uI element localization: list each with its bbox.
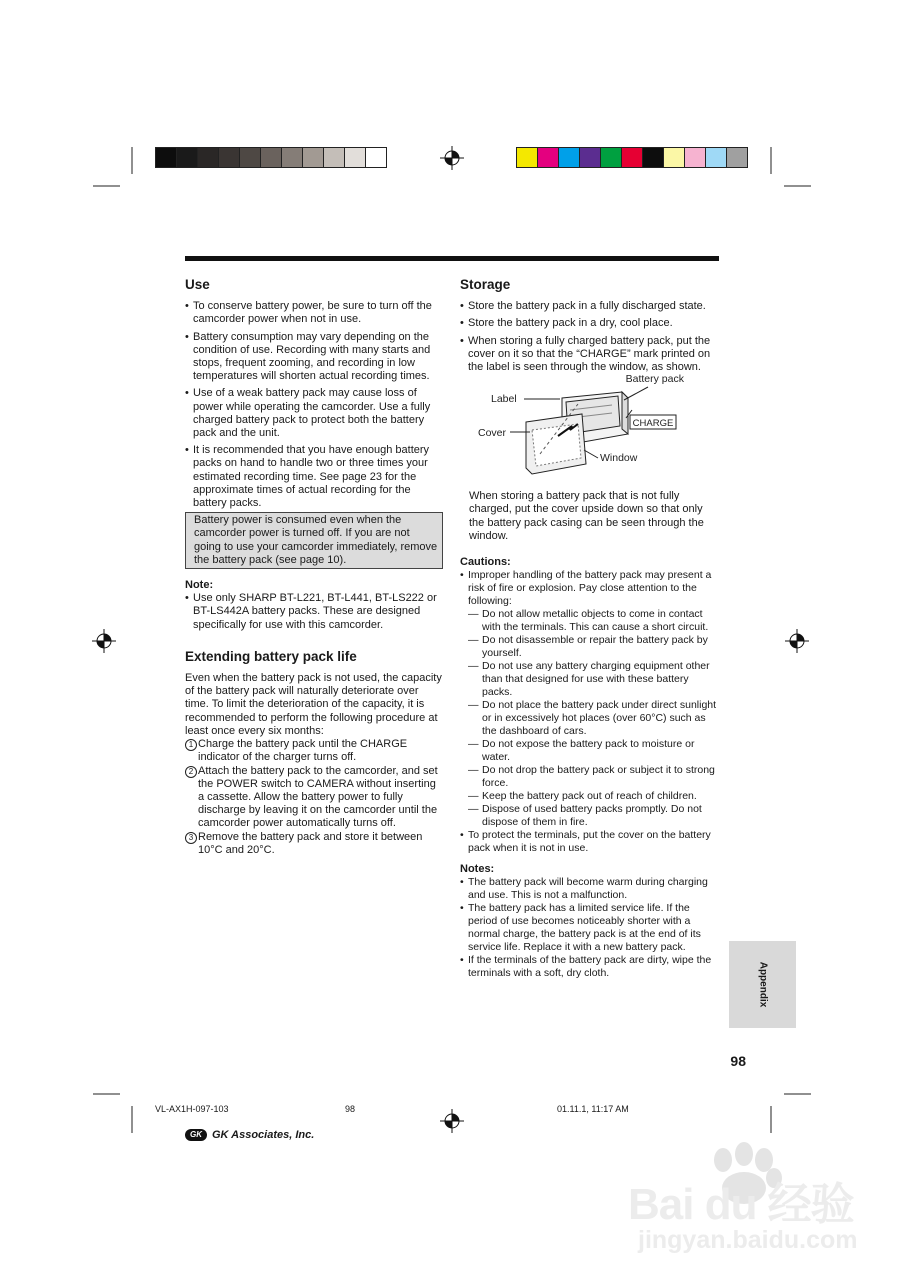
color-swatch — [303, 148, 324, 167]
extending-heading: Extending battery pack life — [185, 648, 357, 664]
list-item — [185, 738, 443, 764]
color-swatch — [219, 148, 240, 167]
watermark-brand: Bai du 经验 — [628, 1180, 854, 1229]
appendix-tab-label: Appendix — [757, 961, 768, 1008]
page-number: 98 — [730, 1053, 746, 1069]
top-rule — [185, 256, 719, 261]
appendix-tab — [729, 941, 796, 1028]
color-swatch — [559, 148, 580, 167]
color-swatch — [345, 148, 366, 167]
storage-list — [460, 300, 720, 374]
baidu-watermark — [620, 1140, 890, 1270]
watermark-url: jingyan.baidu.com — [638, 1226, 858, 1254]
list-item: — Do not disassemble or repair the battery pack by yourself. — [468, 634, 720, 660]
step-text: Remove the battery pack and store it between 10°C and 20°C. — [198, 830, 423, 856]
footer-page: 98 — [345, 1104, 356, 1114]
list-item: • To conserve battery power, be sure to turn off the camcorder power when not in use. — [185, 300, 443, 326]
use-heading: Use — [185, 277, 210, 292]
list-item: • The battery pack will become warm during charging and use. This is not a malfunction. — [460, 876, 720, 902]
color-swatch — [240, 148, 261, 167]
color-swatch — [706, 148, 727, 167]
step-text: Attach the battery pack to the camcorder, and set the POWER switch to CAMERA without inserting a cassette. Allow the battery power to fully discharge by leaving it on the camcorder until the camcorder power automatically turns off. — [198, 764, 438, 830]
callout-cover: Cover — [478, 427, 507, 440]
extending-intro: Even when the battery pack is not used, the capacity of the battery pack will naturally deteriorate over time. To limit the deterioration of the capacity, it is recommended to perform the following procedure at least once every six months: — [185, 672, 442, 737]
extending-steps — [185, 738, 443, 857]
list-item: • The battery pack has a limited service life. If the period of use becomes noticeably shorter with a normal charge, the battery pack is at the end of its service life. Replace it with a new battery pack. — [460, 902, 720, 954]
list-item — [185, 831, 443, 857]
color-swatch — [622, 148, 643, 167]
list-item: • When storing a fully charged battery pack, put the cover on it so that the “CHARGE” mark printed on the label is seen through the window, as shown. — [460, 335, 720, 375]
cautions-heading: Cautions: — [460, 556, 511, 569]
color-swatch — [580, 148, 601, 167]
footer-datetime: 01.11.1, 11:17 AM — [557, 1104, 629, 1114]
note-heading: Note: — [185, 579, 214, 592]
boxed-note: Battery power is consumed even when the camcorder power is turned off. If you are not going to use your camcorder immediately, remove the battery pack (see page 10). — [185, 512, 443, 569]
charge-mark: CHARGE — [632, 418, 674, 430]
list-item: • Store the battery pack in a dry, cool place. — [460, 317, 720, 330]
battery-figure — [460, 374, 720, 490]
color-swatch — [685, 148, 706, 167]
list-item — [185, 765, 443, 831]
list-item: • If the terminals of the battery pack are dirty, wipe the terminals with a soft, dry cloth. — [460, 954, 720, 980]
color-swatch — [156, 148, 177, 167]
note-list — [185, 592, 443, 632]
storage-after-figure: When storing a battery pack that is not fully charged, put the cover upside down so that only the battery pack casing can be seen through the window. — [469, 490, 704, 542]
list-item: — Do not place the battery pack under direct sunlight or in excessively hot places (over 60°C) such as the dashboard of cars. — [468, 699, 720, 738]
list-item: • Battery consumption may vary depending on the condition of use. Recording with many starts and stops, frequent zooming, and recording in low temperatures will shorten actual recording times. — [185, 331, 443, 384]
color-swatch — [261, 148, 282, 167]
step-text: Charge the battery pack until the CHARGE indicator of the charger turns off. — [198, 738, 408, 764]
company-name: GK Associates, Inc. — [212, 1129, 315, 1141]
color-swatch — [727, 148, 747, 167]
footer-code: VL-AX1H-097-103 — [155, 1104, 229, 1114]
cautions-dash-list — [468, 608, 720, 829]
notes-heading: Notes: — [460, 863, 495, 876]
callout-label: Label — [491, 393, 517, 406]
list-item: — Do not use any battery charging equipment other than that designed for use with these battery packs. — [468, 660, 720, 699]
list-item: • Use of a weak battery pack may cause loss of power while operating the camcorder. Use a fully charged battery pack to protect both the battery pack and the unit. — [185, 387, 443, 440]
color-swatch — [198, 148, 219, 167]
list-item: — Do not expose the battery pack to moisture or water. — [468, 738, 720, 764]
list-item: — Do not allow metallic objects to come in contact with the terminals. This can cause a short circuit. — [468, 608, 720, 634]
color-swatch-bar — [516, 147, 748, 168]
color-swatch — [538, 148, 559, 167]
gk-associates-logo — [185, 1129, 314, 1141]
color-swatch — [324, 148, 345, 167]
list-item: — Keep the battery pack out of reach of children. — [468, 790, 720, 803]
step-number: 2 — [185, 766, 197, 778]
left-column — [185, 278, 443, 857]
storage-heading: Storage — [460, 277, 511, 292]
list-item: • Store the battery pack in a fully discharged state. — [460, 300, 720, 313]
step-number: 3 — [185, 832, 197, 844]
callout-battery-pack: Battery pack — [625, 374, 684, 386]
color-swatch — [177, 148, 198, 167]
use-list — [185, 300, 443, 510]
gk-badge: GK — [185, 1129, 207, 1141]
cautions-intro: Improper handling of the battery pack may present a risk of fire or explosion. Pay close attention to the following: — [468, 569, 712, 608]
step-number: 1 — [185, 739, 197, 751]
list-item — [460, 569, 720, 829]
battery-pack-illustration — [460, 374, 720, 490]
color-swatch — [601, 148, 622, 167]
color-swatch — [517, 148, 538, 167]
color-swatch — [664, 148, 685, 167]
list-item: — Dispose of used battery packs promptly. Do not dispose of them in fire. — [468, 803, 720, 829]
gray-swatch-bar — [155, 147, 387, 168]
callout-window: Window — [600, 452, 638, 465]
list-item: • Use only SHARP BT-L221, BT-L441, BT-LS222 or BT-LS442A battery packs. These are designed specifically for use with this camcorder. — [185, 592, 443, 632]
color-swatch — [643, 148, 664, 167]
color-swatch — [366, 148, 386, 167]
color-swatch — [282, 148, 303, 167]
right-column — [460, 278, 720, 980]
list-item: • To protect the terminals, put the cover on the battery pack when it is not in use. — [460, 829, 720, 855]
list-item: • It is recommended that you have enough battery packs on hand to handle two or three times your estimated recording time. See page 23 for the approximate times of actual recording for the battery packs. — [185, 444, 443, 510]
cautions-list — [460, 569, 720, 855]
list-item: — Do not drop the battery pack or subject it to strong force. — [468, 764, 720, 790]
notes-list — [460, 876, 720, 980]
